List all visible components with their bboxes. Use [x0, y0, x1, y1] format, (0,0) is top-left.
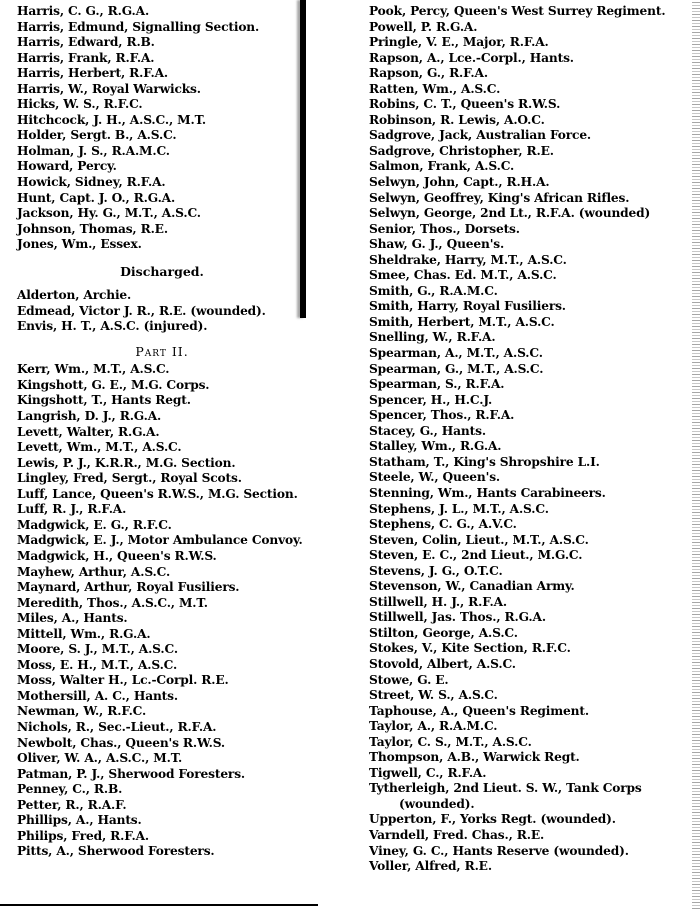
- list-item: Tytherleigh, 2nd Lieut. S. W., Tank Corps: [369, 781, 642, 796]
- list-item: Kingshott, T., Hants Regt.: [17, 393, 191, 408]
- list-item: Spencer, Thos., R.F.A.: [369, 408, 515, 423]
- list-item: Harris, C. G., R.G.A.: [17, 4, 150, 18]
- right-column: [369, 4, 699, 875]
- list-item: Powell, P. R.G.A.: [369, 19, 478, 34]
- list-item: Selwyn, George, 2nd Lt., R.F.A. (wounded): [369, 206, 651, 221]
- list-item: Newman, W., R.F.C.: [17, 704, 147, 719]
- list-item: Jones, Wm., Essex.: [17, 237, 142, 252]
- list-item: Hunt, Capt. J. O., R.G.A.: [17, 190, 176, 205]
- list-item: Oliver, W. A., A.S.C., M.T.: [17, 751, 183, 766]
- list-item: Street, W. S., A.S.C.: [369, 688, 498, 703]
- list-item: Stokes, V., Kite Section, R.F.C.: [369, 641, 571, 656]
- list-item: Spencer, H., H.C.J.: [369, 392, 493, 407]
- list-item: Tigwell, C., R.F.A.: [369, 765, 487, 780]
- left-column: [17, 4, 307, 860]
- list-item: Rapson, G., R.F.A.: [369, 66, 488, 81]
- discharged-heading: Discharged.: [120, 263, 204, 279]
- list-item: Miles, A., Hants.: [17, 611, 128, 626]
- list-item: Mayhew, Arthur, A.S.C.: [17, 564, 171, 579]
- list-item: Jackson, Hy. G., M.T., A.S.C.: [17, 206, 201, 221]
- part-one-list: [17, 4, 307, 253]
- list-item: Stillwell, H. J., R.F.A.: [369, 594, 508, 609]
- list-item: Moore, S. J., M.T., A.S.C.: [17, 642, 178, 657]
- list-item: Luff, Lance, Queen's R.W.S., M.G. Section.: [17, 486, 298, 501]
- list-item: Langrish, D. J., R.G.A.: [17, 409, 162, 424]
- list-item: Taylor, A., R.A.M.C.: [369, 719, 498, 734]
- list-item: Moss, Walter H., Lc.-Corpl. R.E.: [17, 673, 229, 688]
- list-item: Senior, Thos., Dorsets.: [369, 221, 520, 236]
- list-item: Howick, Sidney, R.F.A.: [17, 175, 166, 190]
- list-item: Philips, Fred, R.F.A.: [17, 828, 149, 843]
- list-item: Levett, Wm., M.T., A.S.C.: [17, 440, 182, 455]
- list-item: Taylor, C. S., M.T., A.S.C.: [369, 734, 532, 749]
- list-item: Stevenson, W., Canadian Army.: [369, 579, 575, 594]
- list-item: Madgwick, E. G., R.F.C.: [17, 517, 172, 532]
- list-item: Pringle, V. E., Major, R.F.A.: [369, 35, 549, 50]
- list-item: Sheldrake, Harry, M.T., A.S.C.: [369, 252, 567, 267]
- list-item: Spearman, S., R.F.A.: [369, 377, 505, 392]
- list-item: Stilton, George, A.S.C.: [369, 625, 518, 640]
- list-item: Robins, C. T., Queen's R.W.S.: [369, 97, 561, 112]
- list-item: Viney, G. C., Hants Reserve (wounded).: [369, 843, 629, 858]
- list-item: Steven, E. C., 2nd Lieut., M.G.C.: [369, 548, 583, 563]
- list-item: Smee, Chas. Ed. M.T., A.S.C.: [369, 268, 557, 283]
- list-item: Rapson, A., Lce.-Corpl., Hants.: [369, 50, 574, 65]
- list-item: Upperton, F., Yorks Regt. (wounded).: [369, 812, 616, 827]
- list-item: Meredith, Thos., A.S.C., M.T.: [17, 595, 208, 610]
- list-item: Johnson, Thomas, R.E.: [17, 221, 168, 236]
- list-item: Varndell, Fred. Chas., R.E.: [369, 827, 545, 842]
- list-item: Statham, T., King's Shropshire L.I.: [369, 454, 600, 469]
- list-item-continuation: (wounded).: [399, 796, 475, 811]
- list-item: Levett, Walter, R.G.A.: [17, 424, 160, 439]
- list-item: Madgwick, E. J., Motor Ambulance Convoy.: [17, 533, 303, 548]
- part-two-heading: Part II.: [135, 343, 189, 359]
- list-item: Sadgrove, Jack, Australian Force.: [369, 128, 592, 143]
- list-item: Nichols, R., Sec.-Lieut., R.F.A.: [17, 719, 217, 734]
- list-item: Spearman, G., M.T., A.S.C.: [369, 361, 544, 376]
- list-item: Sadgrove, Christopher, R.E.: [369, 143, 554, 158]
- list-item: Stalley, Wm., R.G.A.: [369, 439, 502, 454]
- list-item: Penney, C., R.B.: [17, 782, 123, 797]
- list-item: Robinson, R. Lewis, A.O.C.: [369, 112, 545, 127]
- list-item: Moss, E. H., M.T., A.S.C.: [17, 657, 178, 672]
- list-item: Smith, Harry, Royal Fusiliers.: [369, 299, 566, 314]
- list-item: Selwyn, Geoffrey, King's African Rifles.: [369, 190, 630, 205]
- list-item: Phillips, A., Hants.: [17, 813, 142, 828]
- part-two-list: [17, 362, 307, 860]
- list-item: Harris, Herbert, R.F.A.: [17, 66, 169, 81]
- list-item: Harris, Edmund, Signalling Section.: [17, 19, 260, 34]
- list-item: Newbolt, Chas., Queen's R.W.S.: [17, 735, 226, 750]
- list-item: Stevens, J. G., O.T.C.: [369, 563, 503, 578]
- list-item: Stovold, Albert, A.S.C.: [369, 656, 516, 671]
- list-item: Smith, Herbert, M.T., A.S.C.: [369, 314, 555, 329]
- list-item: Stacey, G., Hants.: [369, 423, 486, 438]
- list-item: Lewis, P. J., K.R.R., M.G. Section.: [17, 455, 236, 470]
- list-item: Salmon, Frank, A.S.C.: [369, 159, 515, 174]
- list-item: Spearman, A., M.T., A.S.C.: [369, 346, 543, 361]
- list-item: Stenning, Wm., Hants Carabineers.: [369, 485, 606, 500]
- list-item: Steven, Colin, Lieut., M.T., A.S.C.: [369, 532, 589, 547]
- list-item: Madgwick, H., Queen's R.W.S.: [17, 548, 217, 563]
- list-item: Mittell, Wm., R.G.A.: [17, 626, 151, 641]
- list-item: Harris, Edward, R.B.: [17, 35, 155, 50]
- list-item: Stowe, G. E.: [369, 672, 449, 687]
- list-item: Holder, Sergt. B., A.S.C.: [17, 128, 177, 143]
- list-item: Selwyn, John, Capt., R.H.A.: [369, 175, 550, 190]
- list-item: Hicks, W. S., R.F.C.: [17, 97, 143, 112]
- list-item: Stephens, C. G., A.V.C.: [369, 517, 517, 532]
- list-item: Alderton, Archie.: [17, 288, 132, 303]
- list-item: Steele, W., Queen's.: [369, 470, 501, 485]
- list-item: Thompson, A.B., Warwick Regt.: [369, 750, 580, 765]
- list-item: Snelling, W., R.F.A.: [369, 330, 496, 345]
- list-item: Taphouse, A., Queen's Regiment.: [369, 703, 589, 718]
- bottom-rule: [0, 904, 318, 906]
- list-item: Lingley, Fred, Sergt., Royal Scots.: [17, 471, 242, 486]
- list-item: Patman, P. J., Sherwood Foresters.: [17, 766, 245, 781]
- list-item: Kingshott, G. E., M.G. Corps.: [17, 377, 210, 392]
- list-item: Pitts, A., Sherwood Foresters.: [17, 844, 215, 859]
- list-item: Mothersill, A. C., Hants.: [17, 688, 178, 703]
- list-item: Shaw, G. J., Queen's.: [369, 237, 505, 252]
- list-item: Howard, Percy.: [17, 159, 117, 174]
- list-item: Holman, J. S., R.A.M.C.: [17, 143, 170, 158]
- list-item: Voller, Alfred, R.E.: [369, 859, 492, 874]
- list-item: Pook, Percy, Queen's West Surrey Regiment.: [369, 4, 666, 18]
- list-item: Envis, H. T., A.S.C. (injured).: [17, 319, 208, 334]
- list-item: Harris, Frank, R.F.A.: [17, 50, 155, 65]
- discharged-list: [17, 288, 307, 335]
- list-item: Luff, R. J., R.F.A.: [17, 502, 127, 517]
- list-item: Hitchcock, J. H., A.S.C., M.T.: [17, 112, 207, 127]
- list-item: Ratten, Wm., A.S.C.: [369, 81, 501, 96]
- list-item: Stephens, J. L., M.T., A.S.C.: [369, 501, 549, 516]
- list-item: Kerr, Wm., M.T., A.S.C.: [17, 362, 170, 377]
- list-item: Harris, W., Royal Warwicks.: [17, 81, 201, 96]
- list-item: Smith, G., R.A.M.C.: [369, 283, 498, 298]
- list-item: Maynard, Arthur, Royal Fusiliers.: [17, 580, 240, 595]
- list-item: Stillwell, Jas. Thos., R.G.A.: [369, 610, 546, 625]
- list-item: Edmead, Victor J. R., R.E. (wounded).: [17, 303, 266, 318]
- list-item: Petter, R., R.A.F.: [17, 797, 127, 812]
